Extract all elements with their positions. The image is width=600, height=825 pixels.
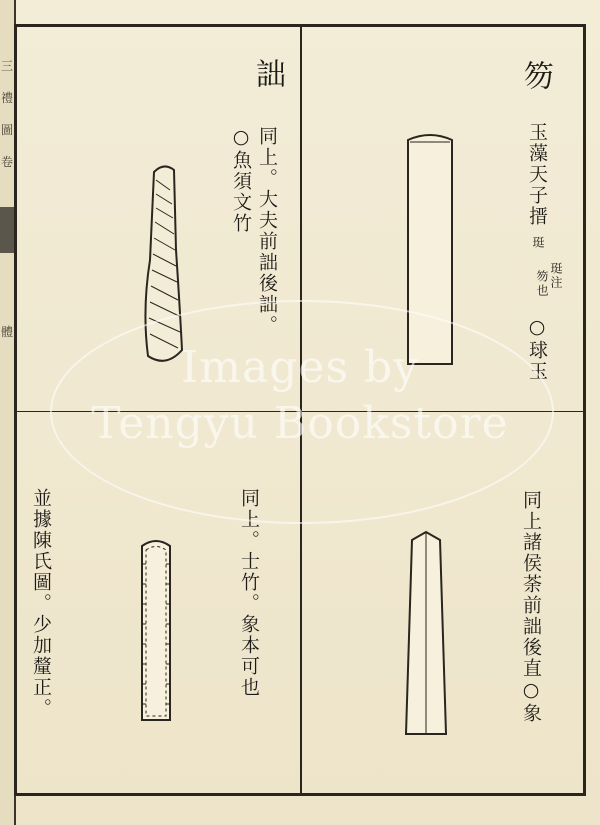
text-top-right-col2: ○球玉: [526, 316, 548, 382]
spine-char-lower: 體: [1, 325, 14, 339]
xiang-tablet-illustration: [400, 530, 452, 740]
qu-tablet-illustration: [136, 160, 196, 370]
title-hu: 笏: [518, 60, 553, 92]
note-top-right-1: 珽注: [549, 262, 563, 290]
text-bottom-left-col2: 並據陳氏圖。少加釐正。: [30, 488, 52, 719]
spine-dark-band: [0, 207, 14, 253]
text-top-right-col1: 玉藻天子搢: [526, 122, 548, 227]
watermark-line2: Tengyu Bookstore: [91, 398, 509, 449]
spine-char-1: 三: [1, 59, 14, 73]
spine-char-3: 圖: [1, 123, 14, 137]
text-top-left-col2: ○魚須文竹: [230, 126, 252, 234]
text-top-right-col1b: 珽: [531, 236, 545, 250]
note-top-right-2: 笏也: [535, 270, 549, 298]
watermark-line1: Images by: [180, 342, 420, 393]
text-bottom-right-col1: 同上諸侯荼前詘後直○象: [520, 490, 542, 724]
text-bottom-left-col1: 同上。士竹。象本可也: [238, 488, 260, 698]
shi-bamboo-tablet-illustration: [136, 534, 176, 724]
text-top-left-col1: 同上。大夫前詘後詘。: [256, 126, 278, 336]
title-qu: 詘: [250, 58, 285, 90]
spine-char-4: 卷: [1, 155, 14, 169]
spine-char-2: 禮: [1, 91, 14, 105]
hu-tablet-illustration: [400, 128, 460, 373]
